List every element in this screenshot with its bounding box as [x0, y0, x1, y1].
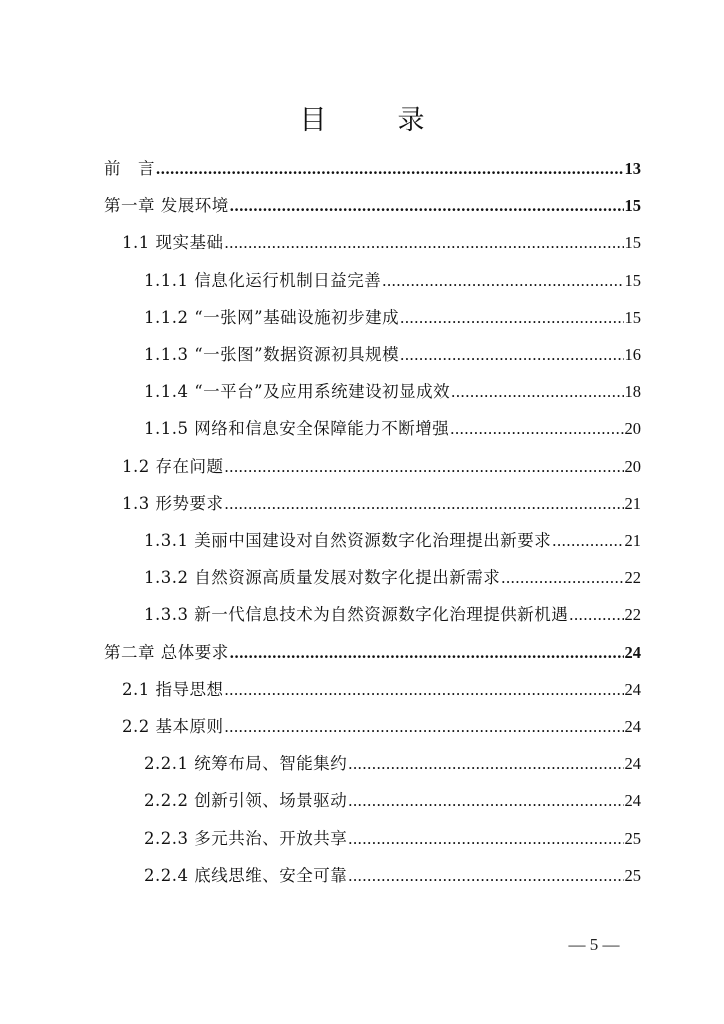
- toc-leader-dots: [400, 307, 623, 329]
- toc-leader-dots: [348, 865, 623, 887]
- toc-leader-dots: [382, 270, 623, 292]
- toc-entry-label: 1.1.2 “一张网”基础设施初步建成: [144, 307, 400, 327]
- toc-entry-label: 2.2.4 底线思维、安全可靠: [144, 865, 348, 885]
- toc-entry[interactable]: [144, 853, 641, 887]
- toc-entry[interactable]: [144, 555, 641, 589]
- toc-entry[interactable]: [122, 220, 641, 254]
- toc-leader-dots: [225, 232, 624, 254]
- toc-entry-page: 15: [624, 233, 641, 253]
- toc-leader-dots: [225, 456, 624, 478]
- toc-entry[interactable]: [144, 295, 641, 329]
- toc-entry[interactable]: [144, 332, 641, 366]
- toc-entry[interactable]: [144, 741, 641, 775]
- toc-entry-label: 1.1.5 网络和信息安全保障能力不断增强: [144, 419, 450, 439]
- toc-entry[interactable]: [144, 518, 641, 552]
- toc-entry[interactable]: [144, 592, 641, 626]
- toc-entry-label: 2.1 指导思想: [122, 679, 224, 699]
- toc-leader-dots: [225, 716, 624, 738]
- toc-entry-page: 24: [624, 717, 641, 736]
- toc-entry[interactable]: [144, 258, 641, 292]
- toc-leader-dots: [552, 530, 623, 552]
- toc-entry-page: 13: [624, 159, 641, 178]
- toc-entry-page: 25: [624, 828, 641, 848]
- toc-entry-page: 16: [624, 345, 641, 364]
- toc-leader-dots: [348, 828, 623, 850]
- toc-entry[interactable]: [122, 704, 641, 738]
- toc-entry-label: 1.1 现实基础: [122, 233, 224, 253]
- toc-leader-dots: [230, 195, 624, 217]
- toc-entry-page: 25: [624, 865, 641, 885]
- toc-entry[interactable]: [104, 183, 641, 217]
- toc-leader-dots: [348, 790, 623, 812]
- toc-leader-dots: [156, 158, 624, 180]
- toc-leader-dots: [569, 604, 623, 626]
- toc-entry-page: 24: [624, 791, 641, 811]
- toc-entry[interactable]: [144, 369, 641, 403]
- toc-entry-label: 2.2 基本原则: [122, 717, 224, 736]
- toc-entry-page: 22: [624, 568, 641, 588]
- toc-entry-page: 22: [624, 605, 641, 625]
- toc-entry-label: 前 言: [104, 159, 155, 178]
- toc-leader-dots: [230, 642, 624, 664]
- toc-entry-page: 15: [624, 307, 641, 327]
- toc-entry-page: 24: [624, 642, 641, 662]
- toc-entry[interactable]: [122, 444, 641, 478]
- toc-entry[interactable]: [144, 816, 641, 850]
- toc-entry-label: 1.3.2 自然资源高质量发展对数字化提出新需求: [144, 568, 501, 588]
- toc-leader-dots: [225, 679, 624, 701]
- toc-entry-label: 2.2.2 创新引领、场景驱动: [144, 791, 348, 811]
- page-title: 目 录: [299, 105, 447, 136]
- page-number: — 5 —: [568, 935, 620, 954]
- toc-entry-page: 24: [624, 679, 641, 699]
- toc-entry[interactable]: [104, 630, 641, 664]
- toc-leader-dots: [450, 418, 623, 440]
- toc-entry-page: 15: [624, 270, 641, 290]
- toc-entry-label: 2.2.3 多元共治、开放共享: [144, 828, 348, 848]
- toc-entry[interactable]: [122, 667, 641, 701]
- toc-entry-label: 1.1.3 “一张图”数据资源初具规模: [144, 345, 400, 364]
- toc-leader-dots: [451, 381, 623, 403]
- toc-entry-page: 18: [624, 382, 641, 402]
- toc-entry-label: 1.3 形势要求: [122, 493, 224, 513]
- toc-leader-dots: [348, 753, 623, 775]
- toc-leader-dots: [501, 567, 623, 589]
- toc-entry-label: 1.1.4 “一平台”及应用系统建设初显成效: [144, 382, 451, 402]
- toc-entry-page: 20: [624, 456, 641, 476]
- toc-entry-page: 21: [624, 493, 641, 513]
- toc-entry[interactable]: [104, 146, 641, 180]
- toc-entry-label: 1.3.3 新一代信息技术为自然资源数字化治理提供新机遇: [144, 605, 569, 625]
- toc-entry[interactable]: [122, 481, 641, 515]
- toc-entry-page: 20: [624, 419, 641, 439]
- toc-leader-dots: [400, 344, 623, 366]
- toc-entry-label: 1.3.1 美丽中国建设对自然资源数字化治理提出新要求: [144, 531, 552, 550]
- toc-entry-page: 24: [624, 754, 641, 774]
- toc-entry[interactable]: [144, 778, 641, 812]
- toc-leader-dots: [225, 493, 624, 515]
- toc-entry[interactable]: [144, 406, 641, 440]
- toc-entry-label: 1.2 存在问题: [122, 456, 224, 476]
- toc-entry-label: 第一章 发展环境: [104, 196, 229, 216]
- toc-entry-label: 1.1.1 信息化运行机制日益完善: [144, 270, 382, 290]
- toc-entry-page: 15: [624, 196, 641, 216]
- toc-entry-page: 21: [624, 531, 641, 550]
- toc-entry-label: 第二章 总体要求: [104, 642, 229, 662]
- toc-entry-label: 2.2.1 统筹布局、智能集约: [144, 754, 348, 774]
